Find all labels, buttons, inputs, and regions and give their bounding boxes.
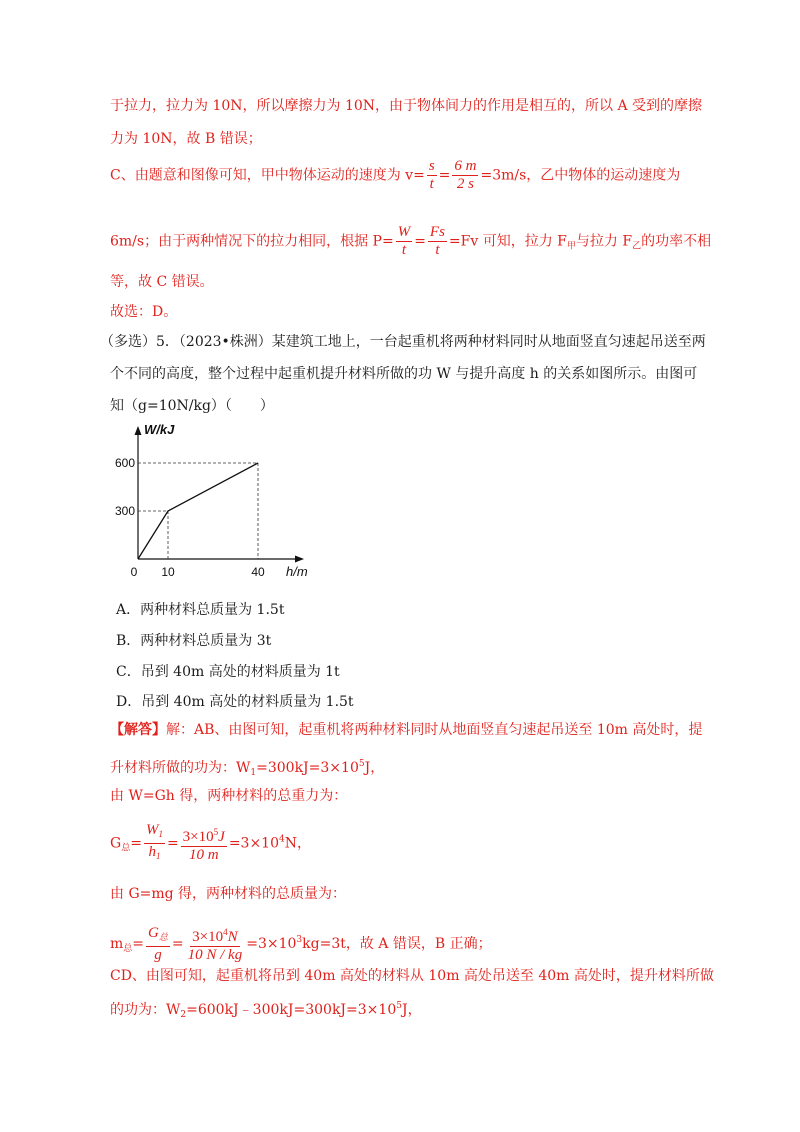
answer-tag: 【解答】 bbox=[110, 722, 166, 738]
answer-line-4 bbox=[110, 822, 311, 865]
question-line-1: （多选）5．（2023•株洲）某建筑工地上，一台起重机将两种材料同时从地面竖直匀速起吊送至两 bbox=[100, 334, 706, 350]
equals-sign: = bbox=[171, 936, 184, 952]
option-c: C．吊到 40m 高处的材料质量为 1t bbox=[116, 664, 340, 680]
fraction-denominator: g bbox=[154, 946, 162, 963]
fraction-numerator: Fs bbox=[429, 224, 445, 240]
symbol: W bbox=[145, 822, 159, 838]
equals-sign: = bbox=[132, 936, 145, 952]
symbol: 3×10 bbox=[192, 929, 224, 945]
solution-line-2: 力为 10N，故 B 错误； bbox=[110, 131, 262, 147]
answer-line-8 bbox=[110, 996, 422, 1025]
solution-line-3 bbox=[110, 158, 680, 193]
text-run: 升材料所做的功为：W bbox=[110, 760, 251, 776]
superscript: 5 bbox=[358, 759, 365, 769]
answer-line-6 bbox=[110, 924, 492, 964]
subscript: 1 bbox=[158, 829, 163, 839]
text-run: =3×10 bbox=[246, 936, 297, 952]
fraction-w-over-t bbox=[396, 224, 413, 259]
equals-sign: = bbox=[166, 835, 179, 852]
x-tick-label: 10 bbox=[161, 565, 175, 579]
question-line-3: 知（g=10N/kg）（ ） bbox=[110, 398, 274, 414]
answer-line-1 bbox=[110, 720, 702, 740]
subscript: 1 bbox=[155, 851, 161, 861]
equals-sign: = bbox=[438, 167, 451, 184]
solution-line-5: 等，故 C 错误。 bbox=[110, 274, 214, 290]
fraction-6m-over-2s bbox=[452, 158, 478, 193]
text-run: 的功率不相 bbox=[641, 233, 712, 250]
fraction-denominator: t bbox=[429, 176, 434, 192]
fraction-s-over-t bbox=[427, 158, 437, 193]
y-axis-label: W/kJ bbox=[144, 422, 175, 437]
work-height-chart bbox=[114, 420, 330, 585]
answer-line-2 bbox=[110, 754, 384, 783]
fraction-denominator bbox=[146, 844, 162, 865]
text-run: =Fv 可知，拉力 F bbox=[448, 233, 567, 250]
x-tick-label: 40 bbox=[251, 565, 265, 579]
text-run: 6m/s；由于两种情况下的拉力相同，根据 P= bbox=[110, 233, 394, 250]
superscript: 3 bbox=[296, 935, 303, 945]
text-run: C、由题意和图像可知，甲中物体运动的速度为 v= bbox=[110, 167, 425, 184]
text-run: m bbox=[110, 936, 124, 952]
text-run: 解：AB、由图可知，起重机将两种材料同时从地面竖直匀速起吊送至 10m 高处时，提 bbox=[166, 722, 703, 738]
text-run: 与拉力 F bbox=[575, 233, 633, 250]
fraction-fs-over-t bbox=[428, 224, 447, 259]
fraction-numerator bbox=[190, 924, 239, 947]
fraction-numerator bbox=[146, 925, 170, 947]
symbol: G bbox=[148, 924, 159, 941]
unit: J bbox=[218, 828, 225, 845]
fraction-work-over-height bbox=[181, 824, 227, 864]
text-run: =300kJ=3×10 bbox=[256, 760, 359, 776]
text-run: J， bbox=[364, 760, 385, 776]
superscript: 5 bbox=[396, 1001, 402, 1011]
subscript: 总 bbox=[121, 843, 131, 854]
unit: N bbox=[227, 929, 238, 945]
x-axis-arrow bbox=[295, 556, 304, 563]
text-run: =3m/s，乙中物体的运动速度为 bbox=[480, 167, 681, 184]
fraction-denominator: t bbox=[435, 242, 440, 258]
superscript: 4 bbox=[223, 927, 228, 937]
y-tick-label: 600 bbox=[114, 456, 135, 470]
y-tick-label: 300 bbox=[114, 504, 135, 518]
fraction-g-over-g bbox=[146, 925, 170, 964]
answer-line-5: 由 G=mg 得，两种材料的总质量为： bbox=[110, 886, 347, 902]
subscript: 甲 bbox=[566, 241, 576, 252]
fraction-numerator: 6 m bbox=[454, 158, 477, 174]
symbol: h bbox=[148, 844, 156, 860]
fraction-w1-over-h1 bbox=[144, 822, 165, 865]
question-line-2: 个不同的高度，整个过程中起重机提升材料所做的功 W 与提升高度 h 的关系如图所示。由图可 bbox=[110, 366, 698, 382]
subscript: 1 bbox=[250, 768, 257, 778]
text-run: kg=3t，故 A 错误，B 正确； bbox=[302, 936, 492, 952]
fraction-numerator: W bbox=[397, 224, 411, 240]
option-d: D．吊到 40m 高处的材料质量为 1.5t bbox=[116, 694, 354, 710]
answer-line-7: CD、由图可知，起重机将吊到 40m 高处的材料从 10m 高处吊送至 40m 高处时，提升材料所做 bbox=[110, 968, 714, 984]
option-a: A．两种材料总质量为 1.5t bbox=[116, 602, 285, 618]
equals-sign: = bbox=[130, 835, 142, 852]
text-run: N， bbox=[284, 835, 311, 852]
subscript: 2 bbox=[180, 1010, 187, 1020]
symbol: 3×10 bbox=[182, 828, 214, 845]
text-run: =3×10 bbox=[228, 835, 279, 852]
fraction-numerator bbox=[144, 822, 165, 844]
equals-sign: = bbox=[414, 233, 426, 250]
x-tick-label: 0 bbox=[130, 565, 138, 579]
subscript: 总 bbox=[123, 944, 133, 954]
text-run: G bbox=[110, 835, 122, 852]
x-axis-label: h/m bbox=[286, 564, 308, 579]
fraction-denominator: 10 N / kg bbox=[187, 947, 243, 963]
solution-line-6: 故选：D。 bbox=[110, 304, 178, 320]
superscript: 5 bbox=[213, 826, 219, 837]
subscript: 乙 bbox=[632, 241, 642, 252]
answer-line-3: 由 W=Gh 得，两种材料的总重力为： bbox=[110, 788, 348, 804]
text-run: J， bbox=[401, 1002, 422, 1018]
superscript: 4 bbox=[279, 834, 285, 845]
solution-line-4 bbox=[110, 224, 711, 259]
option-b: B．两种材料总质量为 3t bbox=[116, 633, 272, 649]
fraction-denominator: 10 m bbox=[188, 846, 219, 863]
text-run: 的功为：W bbox=[110, 1002, 181, 1018]
fraction-weight-over-g bbox=[186, 924, 245, 964]
subscript: 总 bbox=[158, 931, 168, 942]
fraction-numerator: s bbox=[428, 158, 435, 174]
fraction-denominator: 2 s bbox=[456, 176, 474, 192]
fraction-numerator bbox=[181, 824, 227, 847]
text-run: =600kJ﹣300kJ=300kJ=3×10 bbox=[186, 1002, 397, 1018]
fraction-denominator: t bbox=[401, 242, 407, 258]
y-axis-arrow bbox=[135, 426, 142, 435]
solution-line-1: 于拉力，拉力为 10N，所以摩擦力为 10N，由于物体间力的作用是相互的，所以 A 受到的摩擦 bbox=[110, 98, 703, 114]
